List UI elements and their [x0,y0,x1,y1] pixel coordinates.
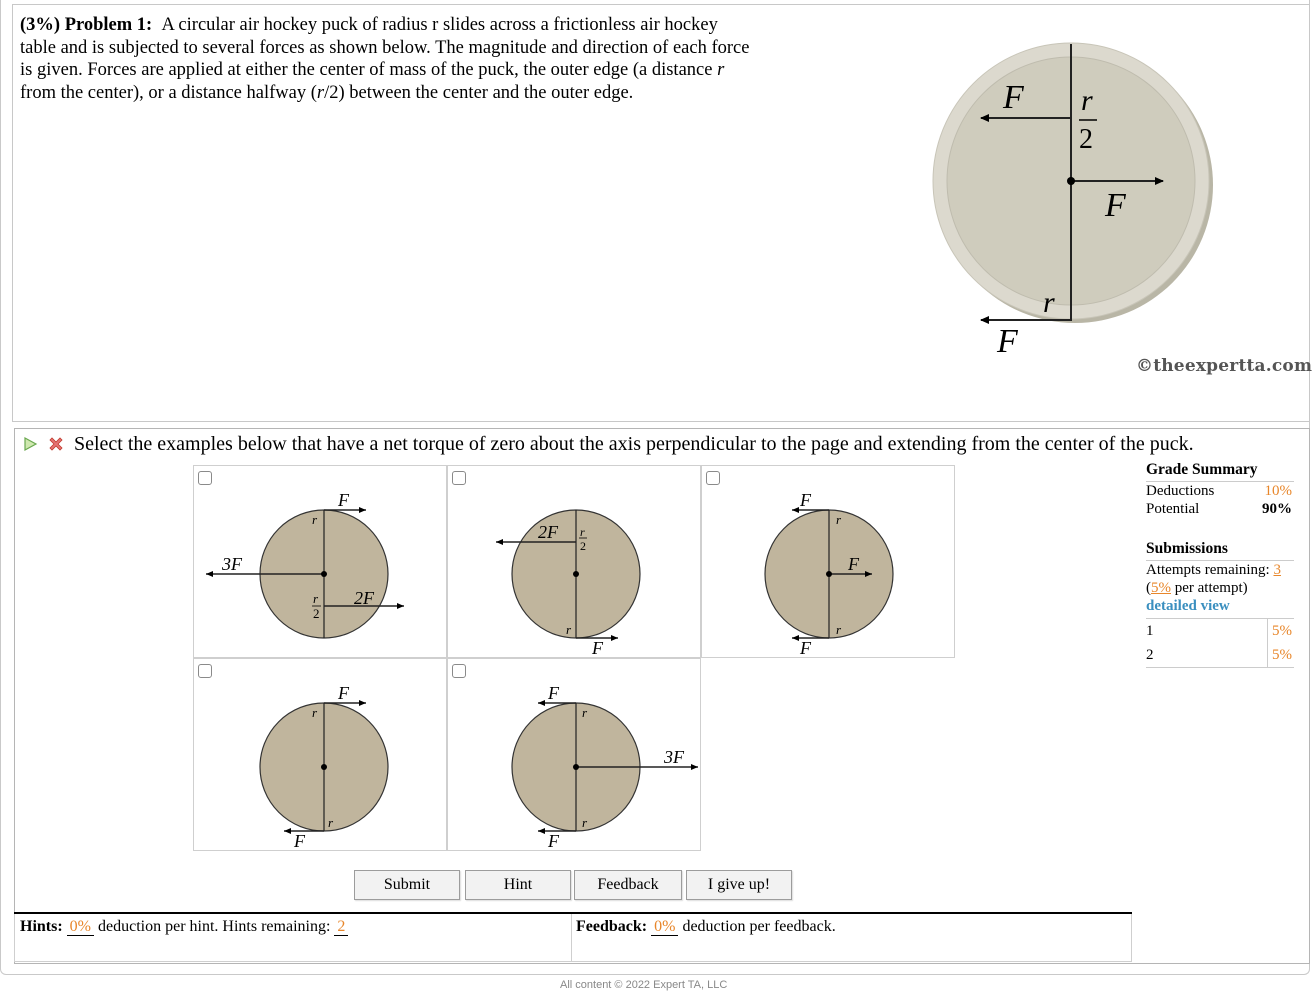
feedback-info [576,918,836,936]
label-F-bottom: F [997,323,1018,360]
problem-line-2: table and is subjected to several forces as shown below. The magnitude and direction of each force [20,37,750,58]
c3-label-r-bottom: r [836,622,842,637]
c2-label-r: r [566,622,572,637]
detailed-view-row [1146,597,1294,615]
attempts-label: Attempts remaining: [1146,562,1270,578]
choice-1[interactable] [193,465,447,658]
feedback-label: Feedback: [576,918,648,935]
choice-5-diagram [448,659,702,852]
choice-5[interactable] [447,658,701,851]
feedback-button[interactable]: Feedback [574,870,682,900]
submission-row[interactable] [1146,619,1294,643]
c1-label-r: r [312,512,318,527]
c2-label-r-den: 2 [580,539,586,553]
c2-label-r-num: r [580,525,585,539]
c3-label-F-center: F [848,554,859,574]
incorrect-x-icon [46,434,66,454]
choice-grid [193,465,955,851]
label-r-top: r [1081,84,1093,117]
choice-2[interactable] [447,465,701,658]
feedback-deduction: 0% [651,919,678,936]
c5-label-F-top: F [548,683,559,703]
submit-button[interactable]: Submit [354,870,460,900]
c5-label-r-bottom: r [582,815,588,830]
choice-1-checkbox[interactable] [198,471,212,485]
puck-diagram [925,40,1225,360]
hints-deduction: 0% [67,919,94,936]
c1-label-2F: 2F [354,588,374,608]
c3-label-r-top: r [836,512,842,527]
c4-label-r-bottom: r [328,815,334,830]
submission-number: 2 [1146,647,1154,663]
detailed-view-link[interactable]: detailed view [1146,598,1230,614]
footer-text: All content © 2022 Expert TA, LLC [560,979,728,991]
c4-label-r-top: r [312,705,318,720]
potential-label: Potential [1146,501,1200,517]
choice-3[interactable] [701,465,955,658]
grade-summary-title: Grade Summary [1146,461,1258,478]
grade-summary [1146,461,1294,668]
choice-3-diagram [702,466,956,659]
hints-feedback-separator [571,914,572,962]
c4-label-F-top: F [338,683,349,703]
label-r-bottom: r [1043,286,1055,319]
per-attempt-suffix: per attempt) [1174,580,1248,596]
c1-label-r2-den: 2 [313,606,320,621]
c5-label-r-top: r [582,705,588,720]
c1-label-F: F [338,490,349,510]
problem-line-4-end: /2) between the center and the outer edge. [324,82,634,103]
choice-4[interactable] [193,658,447,851]
choice-3-checkbox[interactable] [706,471,720,485]
c2-label-2F: 2F [538,522,558,542]
c5-label-F-bottom: F [548,831,559,851]
c3-label-F-bottom: F [800,638,811,658]
choice-2-diagram [448,466,702,659]
hints-remaining: 2 [334,919,348,936]
problem-number: (3%) Problem 1: [20,15,153,35]
submission-deduction: 5% [1267,643,1292,667]
submission-deduction: 5% [1267,619,1292,643]
submission-number: 1 [1146,623,1154,639]
attempts-value: 3 [1273,562,1281,578]
c5-label-3F: 3F [664,747,684,767]
give-up-button[interactable]: I give up! [686,870,792,900]
question-prompt: Select the examples below that have a net torque of zero about the axis perpendicular to the page and extending from the center of the puck. [74,433,1194,455]
c1-label-r2-num: r [313,591,319,606]
submissions-title: Submissions [1146,540,1228,557]
per-attempt-row: (5% per attempt) [1146,580,1248,596]
problem-line-3: is given. Forces are applied at either the center of mass of the puck, the outer edge (a distance [20,60,718,80]
label-F-center: F [1105,187,1126,224]
potential-row [1146,500,1294,518]
problem-statement [20,14,830,104]
submission-row[interactable] [1146,643,1294,667]
puck-center-dot [1067,177,1075,185]
feedback-text: deduction per feedback. [682,918,836,935]
c2-label-F: F [592,638,603,658]
hints-info [20,918,348,936]
c1-label-3F: 3F [222,554,242,574]
problem-line-4: from the center), or a distance halfway ( [20,82,317,103]
choice-2-checkbox[interactable] [452,471,466,485]
deductions-row [1146,481,1294,500]
potential-value: 90% [1262,501,1292,517]
choice-4-checkbox[interactable] [198,664,212,678]
hint-button[interactable]: Hint [465,870,571,900]
label-F-top: F [1003,79,1024,116]
per-attempt-value: 5% [1151,580,1171,596]
attempts-row [1146,560,1294,579]
deductions-value: 10% [1264,483,1292,499]
copyright-text: ©theexpertta.com [1136,356,1312,376]
choice-5-checkbox[interactable] [452,664,466,678]
problem-line-4-var: r [316,82,325,103]
problem-line-3-var: r [717,60,725,80]
c4-label-F-bottom: F [294,831,305,851]
problem-line-1: A circular air hockey puck of radius r slides across a frictionless air hockey [161,15,718,35]
play-icon[interactable] [22,436,38,452]
label-2-top: 2 [1079,124,1093,155]
choice-1-diagram [194,466,448,659]
submission-list [1146,618,1294,668]
hints-text: deduction per hint. Hints remaining: [98,918,331,935]
c3-label-F-top: F [800,490,811,510]
choice-4-diagram [194,659,448,852]
deductions-label: Deductions [1146,483,1215,499]
hints-label: Hints: [20,918,63,935]
